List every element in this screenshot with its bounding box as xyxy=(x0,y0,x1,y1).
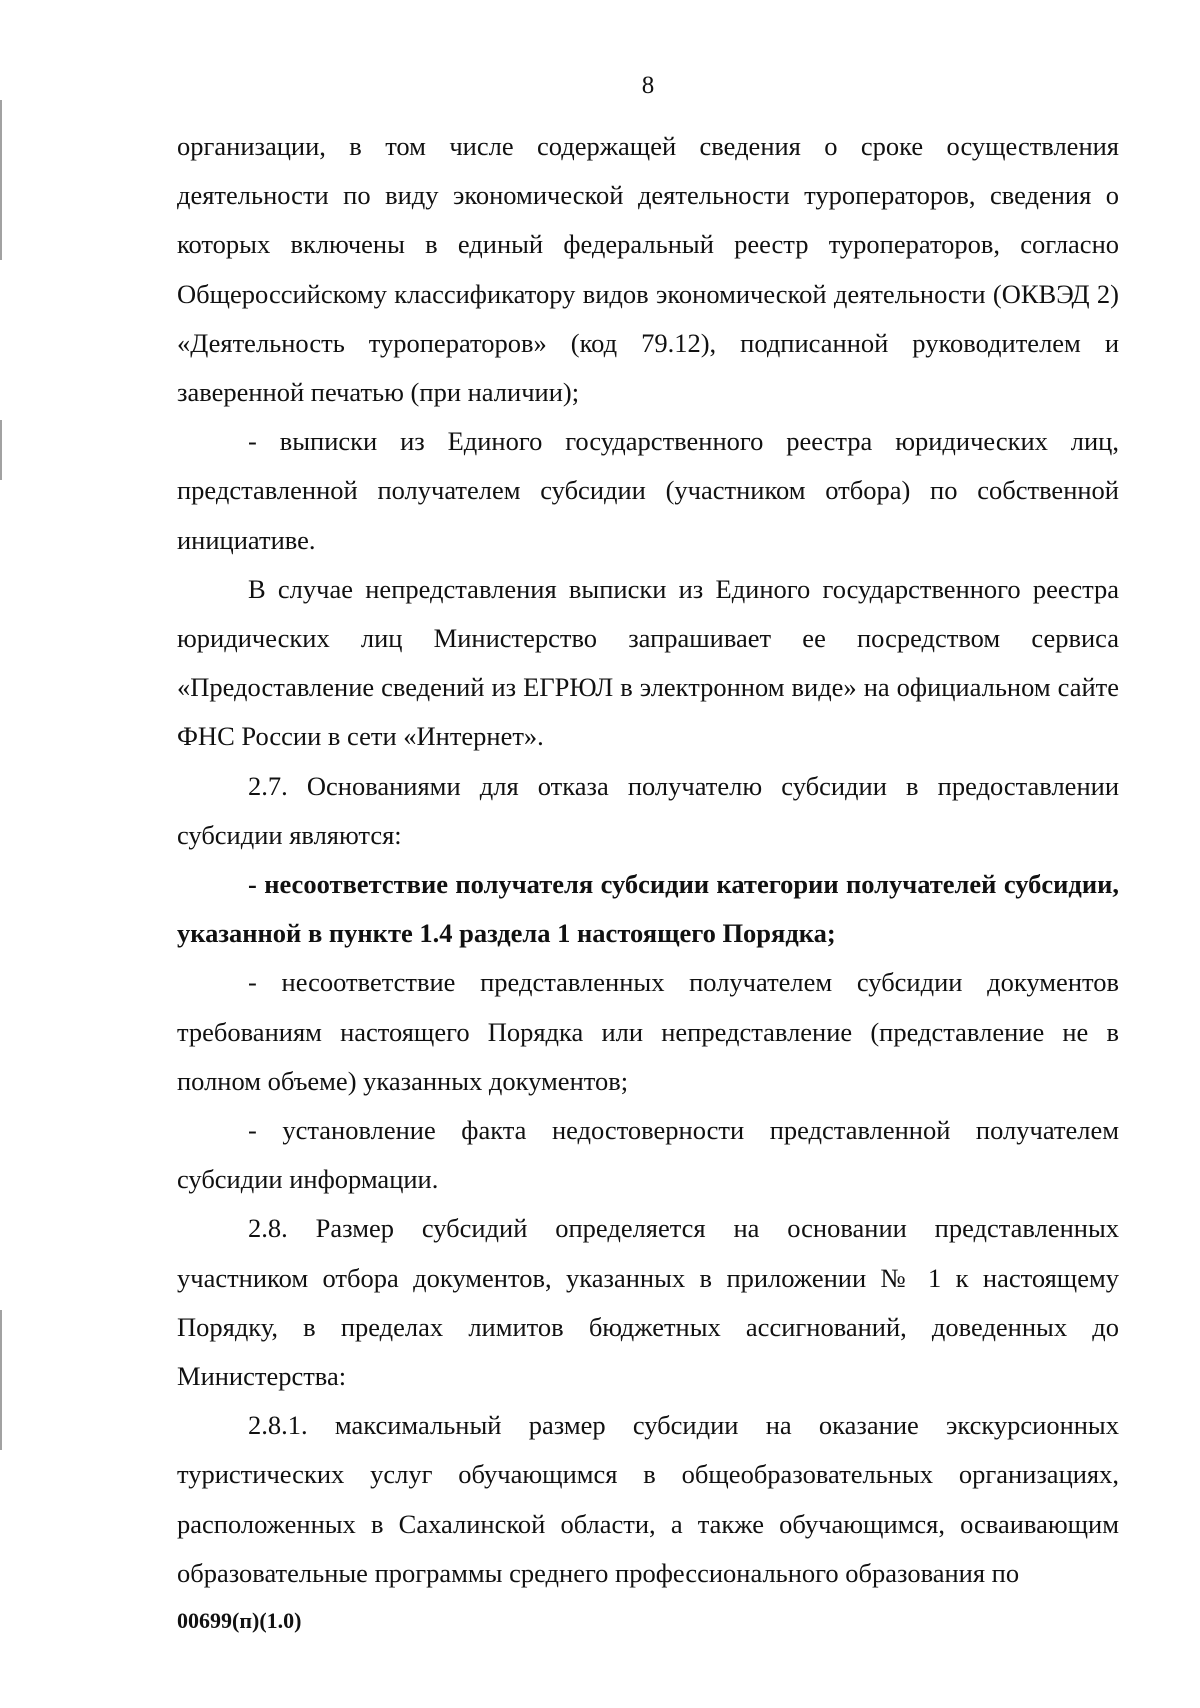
scan-edge-mark xyxy=(0,100,2,260)
document-code: 00699(п)(1.0) xyxy=(177,1608,302,1633)
scan-edge-mark xyxy=(0,420,2,480)
paragraph: 2.7. Основаниями для отказа получателю субсидии в предоставлении субсидии являются: xyxy=(177,770,1119,850)
paragraph: 2.8.1. максимальный размер субсидии на оказание экскурсионных туристических услуг обучающимся в общеобразовательных организациях, расположенных в Сахалинской области, а также обучающимся, осваивающим образовательные программы среднего профессионального образования по xyxy=(177,1410,1119,1588)
document-body xyxy=(177,122,1119,1598)
paragraph: - несоответствие представленных получателем субсидии документов требованиям настоящего Порядка или непредставление (представление не в полном объеме) указанных документов; xyxy=(177,967,1119,1096)
paragraph: организации, в том числе содержащей сведения о сроке осуществления деятельности по виду экономической деятельности туроператоров, сведения о которых включены в единый федеральный реестр туроператоров, согласно Общероссийскому классификатору видов экономической деятельности (ОКВЭД 2) «Деятельность туроператоров» (код 79.12), подписанной руководителем и заверенной печатью (при наличии); xyxy=(177,131,1119,408)
paragraph: В случае непредставления выписки из Единого государственного реестра юридических лиц Министерство запрашивает ее посредством сервиса «Предоставление сведений из ЕГРЮЛ в электронном виде» на официальном сайте ФНС России в сети «Интернет». xyxy=(177,573,1119,752)
paragraph: - несоответствие получателя субсидии категории получателей субсидии, указанной в пункте 1.4 раздела 1 настоящего Порядка; xyxy=(177,869,1119,949)
paragraph: 2.8. Размер субсидий определяется на основании представленных участником отбора документов, указанных в приложении № 1 к настоящему Порядку, в пределах лимитов бюджетных ассигнований, доведенных до Министерства: xyxy=(177,1213,1119,1392)
page-number: 8 xyxy=(641,72,655,99)
scan-edge-mark xyxy=(0,1310,2,1450)
paragraph: - выписки из Единого государственного реестра юридических лиц, представленной получателем субсидии (участником отбора) по собственной инициативе. xyxy=(177,426,1119,555)
paragraph: - установление факта недостоверности представленной получателем субсидии информации. xyxy=(177,1115,1119,1195)
